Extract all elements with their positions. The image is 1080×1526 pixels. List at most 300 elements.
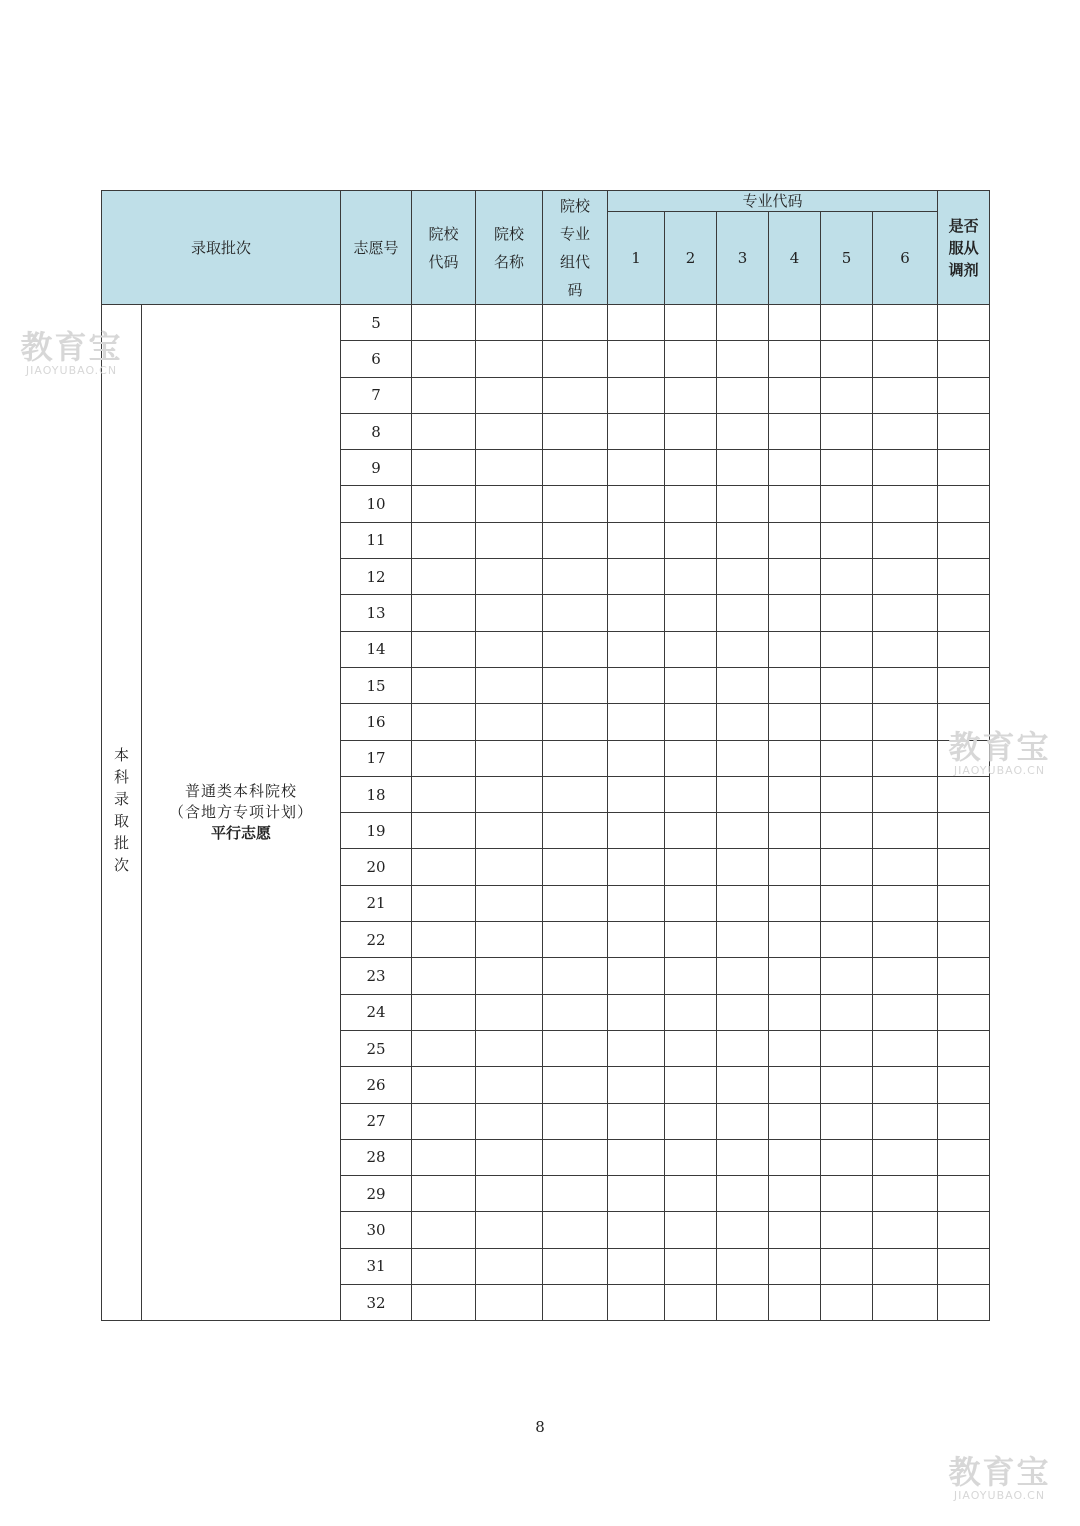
school-code-cell[interactable] bbox=[412, 1139, 476, 1175]
volunteer-form-table bbox=[101, 190, 990, 1321]
group-code-cell[interactable] bbox=[543, 595, 608, 631]
school-name-cell[interactable] bbox=[476, 450, 543, 486]
major-1-cell[interactable] bbox=[608, 631, 665, 667]
major-5-cell[interactable] bbox=[821, 450, 873, 486]
major-4-cell[interactable] bbox=[769, 776, 821, 812]
major-3-cell[interactable] bbox=[717, 704, 769, 740]
major-4-cell[interactable] bbox=[769, 958, 821, 994]
group-code-cell[interactable] bbox=[543, 1030, 608, 1066]
major-6-cell[interactable] bbox=[873, 1248, 938, 1284]
major-4-cell[interactable] bbox=[769, 559, 821, 595]
major-5-cell[interactable] bbox=[821, 885, 873, 921]
major-4-cell[interactable] bbox=[769, 994, 821, 1030]
volunteer-number: 5 bbox=[341, 305, 412, 341]
major-5-cell[interactable] bbox=[821, 958, 873, 994]
header-school-code: 院校 代码 bbox=[412, 191, 476, 305]
major-4-cell[interactable] bbox=[769, 885, 821, 921]
major-3-cell[interactable] bbox=[717, 849, 769, 885]
major-6-cell[interactable] bbox=[873, 1067, 938, 1103]
major-3-cell[interactable] bbox=[717, 958, 769, 994]
adjust-cell[interactable] bbox=[938, 631, 990, 667]
school-code-cell[interactable] bbox=[412, 1285, 476, 1321]
major-5-cell[interactable] bbox=[821, 849, 873, 885]
group-code-cell[interactable] bbox=[543, 450, 608, 486]
major-2-cell[interactable] bbox=[665, 413, 717, 449]
major-6-cell[interactable] bbox=[873, 1103, 938, 1139]
major-2-cell[interactable] bbox=[665, 958, 717, 994]
major-2-cell[interactable] bbox=[665, 1176, 717, 1212]
major-1-cell[interactable] bbox=[608, 667, 665, 703]
major-6-cell[interactable] bbox=[873, 341, 938, 377]
adjust-cell[interactable] bbox=[938, 849, 990, 885]
school-name-cell[interactable] bbox=[476, 849, 543, 885]
school-code-cell[interactable] bbox=[412, 885, 476, 921]
major-2-cell[interactable] bbox=[665, 559, 717, 595]
group-code-cell[interactable] bbox=[543, 486, 608, 522]
major-3-cell[interactable] bbox=[717, 486, 769, 522]
major-6-cell[interactable] bbox=[873, 486, 938, 522]
major-1-cell[interactable] bbox=[608, 377, 665, 413]
adjust-cell[interactable] bbox=[938, 1030, 990, 1066]
major-2-cell[interactable] bbox=[665, 813, 717, 849]
major-6-cell[interactable] bbox=[873, 776, 938, 812]
watermark-logo: 教育宝 JIAOYUBAO.CN bbox=[948, 1453, 1051, 1502]
major-5-cell[interactable] bbox=[821, 1212, 873, 1248]
school-name-cell[interactable] bbox=[476, 958, 543, 994]
major-2-cell[interactable] bbox=[665, 704, 717, 740]
volunteer-number: 16 bbox=[341, 704, 412, 740]
group-code-cell[interactable] bbox=[543, 704, 608, 740]
major-1-cell[interactable] bbox=[608, 450, 665, 486]
school-code-cell[interactable] bbox=[412, 1030, 476, 1066]
major-1-cell[interactable] bbox=[608, 958, 665, 994]
school-code-cell[interactable] bbox=[412, 1103, 476, 1139]
major-3-cell[interactable] bbox=[717, 341, 769, 377]
major-3-cell[interactable] bbox=[717, 1139, 769, 1175]
group-code-cell[interactable] bbox=[543, 413, 608, 449]
major-2-cell[interactable] bbox=[665, 631, 717, 667]
major-3-cell[interactable] bbox=[717, 667, 769, 703]
major-2-cell[interactable] bbox=[665, 595, 717, 631]
major-5-cell[interactable] bbox=[821, 1176, 873, 1212]
major-6-cell[interactable] bbox=[873, 704, 938, 740]
school-code-cell[interactable] bbox=[412, 450, 476, 486]
major-5-cell[interactable] bbox=[821, 667, 873, 703]
major-1-cell[interactable] bbox=[608, 1176, 665, 1212]
school-code-cell[interactable] bbox=[412, 1176, 476, 1212]
group-code-cell[interactable] bbox=[543, 885, 608, 921]
major-1-cell[interactable] bbox=[608, 994, 665, 1030]
major-3-cell[interactable] bbox=[717, 1176, 769, 1212]
major-5-cell[interactable] bbox=[821, 377, 873, 413]
adjust-cell[interactable] bbox=[938, 595, 990, 631]
header-major-5: 5 bbox=[821, 212, 873, 305]
major-3-cell[interactable] bbox=[717, 1030, 769, 1066]
header-group-code: 院校 专业 组代 码 bbox=[543, 191, 608, 305]
major-2-cell[interactable] bbox=[665, 885, 717, 921]
group-code-cell[interactable] bbox=[543, 1212, 608, 1248]
major-5-cell[interactable] bbox=[821, 486, 873, 522]
school-name-cell[interactable] bbox=[476, 922, 543, 958]
major-1-cell[interactable] bbox=[608, 1103, 665, 1139]
school-code-cell[interactable] bbox=[412, 413, 476, 449]
adjust-cell[interactable] bbox=[938, 377, 990, 413]
major-6-cell[interactable] bbox=[873, 1285, 938, 1321]
major-6-cell[interactable] bbox=[873, 1139, 938, 1175]
school-code-cell[interactable] bbox=[412, 486, 476, 522]
major-3-cell[interactable] bbox=[717, 522, 769, 558]
major-1-cell[interactable] bbox=[608, 885, 665, 921]
major-5-cell[interactable] bbox=[821, 813, 873, 849]
major-1-cell[interactable] bbox=[608, 305, 665, 341]
school-name-cell[interactable] bbox=[476, 776, 543, 812]
school-name-cell[interactable] bbox=[476, 1285, 543, 1321]
major-6-cell[interactable] bbox=[873, 1176, 938, 1212]
major-3-cell[interactable] bbox=[717, 813, 769, 849]
school-name-cell[interactable] bbox=[476, 341, 543, 377]
major-5-cell[interactable] bbox=[821, 559, 873, 595]
major-2-cell[interactable] bbox=[665, 1285, 717, 1321]
major-6-cell[interactable] bbox=[873, 450, 938, 486]
major-5-cell[interactable] bbox=[821, 522, 873, 558]
group-code-cell[interactable] bbox=[543, 1103, 608, 1139]
major-2-cell[interactable] bbox=[665, 849, 717, 885]
volunteer-number: 18 bbox=[341, 776, 412, 812]
school-name-cell[interactable] bbox=[476, 1139, 543, 1175]
major-3-cell[interactable] bbox=[717, 1285, 769, 1321]
adjust-cell[interactable] bbox=[938, 341, 990, 377]
group-code-cell[interactable] bbox=[543, 849, 608, 885]
adjust-cell[interactable] bbox=[938, 922, 990, 958]
school-code-cell[interactable] bbox=[412, 813, 476, 849]
adjust-cell[interactable] bbox=[938, 1139, 990, 1175]
page-number: 8 bbox=[535, 1418, 545, 1436]
major-4-cell[interactable] bbox=[769, 595, 821, 631]
major-6-cell[interactable] bbox=[873, 994, 938, 1030]
major-1-cell[interactable] bbox=[608, 922, 665, 958]
major-1-cell[interactable] bbox=[608, 413, 665, 449]
major-6-cell[interactable] bbox=[873, 631, 938, 667]
adjust-cell[interactable] bbox=[938, 994, 990, 1030]
group-code-cell[interactable] bbox=[543, 559, 608, 595]
volunteer-number: 31 bbox=[341, 1248, 412, 1284]
school-name-cell[interactable] bbox=[476, 377, 543, 413]
major-4-cell[interactable] bbox=[769, 522, 821, 558]
school-code-cell[interactable] bbox=[412, 595, 476, 631]
major-4-cell[interactable] bbox=[769, 1067, 821, 1103]
adjust-cell[interactable] bbox=[938, 704, 990, 740]
major-2-cell[interactable] bbox=[665, 1212, 717, 1248]
group-code-cell[interactable] bbox=[543, 922, 608, 958]
major-5-cell[interactable] bbox=[821, 305, 873, 341]
group-code-cell[interactable] bbox=[543, 341, 608, 377]
group-code-cell[interactable] bbox=[543, 305, 608, 341]
major-3-cell[interactable] bbox=[717, 740, 769, 776]
major-5-cell[interactable] bbox=[821, 1067, 873, 1103]
major-1-cell[interactable] bbox=[608, 813, 665, 849]
school-name-cell[interactable] bbox=[476, 885, 543, 921]
major-4-cell[interactable] bbox=[769, 413, 821, 449]
major-3-cell[interactable] bbox=[717, 994, 769, 1030]
major-5-cell[interactable] bbox=[821, 1103, 873, 1139]
major-5-cell[interactable] bbox=[821, 1248, 873, 1284]
major-3-cell[interactable] bbox=[717, 559, 769, 595]
volunteer-number: 6 bbox=[341, 341, 412, 377]
group-code-cell[interactable] bbox=[543, 522, 608, 558]
school-name-cell[interactable] bbox=[476, 667, 543, 703]
major-6-cell[interactable] bbox=[873, 305, 938, 341]
adjust-cell[interactable] bbox=[938, 1248, 990, 1284]
school-code-cell[interactable] bbox=[412, 994, 476, 1030]
school-code-cell[interactable] bbox=[412, 305, 476, 341]
school-name-cell[interactable] bbox=[476, 559, 543, 595]
volunteer-number: 7 bbox=[341, 377, 412, 413]
group-code-cell[interactable] bbox=[543, 377, 608, 413]
school-name-cell[interactable] bbox=[476, 994, 543, 1030]
adjust-cell[interactable] bbox=[938, 486, 990, 522]
major-2-cell[interactable] bbox=[665, 450, 717, 486]
major-3-cell[interactable] bbox=[717, 1248, 769, 1284]
major-6-cell[interactable] bbox=[873, 595, 938, 631]
major-4-cell[interactable] bbox=[769, 305, 821, 341]
group-code-cell[interactable] bbox=[543, 958, 608, 994]
school-name-cell[interactable] bbox=[476, 1248, 543, 1284]
major-4-cell[interactable] bbox=[769, 922, 821, 958]
school-code-cell[interactable] bbox=[412, 1212, 476, 1248]
major-3-cell[interactable] bbox=[717, 631, 769, 667]
school-name-cell[interactable] bbox=[476, 704, 543, 740]
major-2-cell[interactable] bbox=[665, 377, 717, 413]
group-code-cell[interactable] bbox=[543, 1139, 608, 1175]
adjust-cell[interactable] bbox=[938, 885, 990, 921]
major-3-cell[interactable] bbox=[717, 922, 769, 958]
school-name-cell[interactable] bbox=[476, 740, 543, 776]
major-6-cell[interactable] bbox=[873, 922, 938, 958]
group-code-cell[interactable] bbox=[543, 667, 608, 703]
school-code-cell[interactable] bbox=[412, 922, 476, 958]
adjust-cell[interactable] bbox=[938, 1212, 990, 1248]
major-6-cell[interactable] bbox=[873, 813, 938, 849]
major-3-cell[interactable] bbox=[717, 595, 769, 631]
adjust-cell[interactable] bbox=[938, 413, 990, 449]
major-2-cell[interactable] bbox=[665, 1248, 717, 1284]
major-3-cell[interactable] bbox=[717, 413, 769, 449]
group-code-cell[interactable] bbox=[543, 740, 608, 776]
major-1-cell[interactable] bbox=[608, 1248, 665, 1284]
school-name-cell[interactable] bbox=[476, 1030, 543, 1066]
major-1-cell[interactable] bbox=[608, 1212, 665, 1248]
header-major-code: 专业代码 bbox=[608, 191, 938, 212]
major-3-cell[interactable] bbox=[717, 1067, 769, 1103]
major-5-cell[interactable] bbox=[821, 922, 873, 958]
major-3-cell[interactable] bbox=[717, 776, 769, 812]
group-code-cell[interactable] bbox=[543, 813, 608, 849]
group-code-cell[interactable] bbox=[543, 631, 608, 667]
major-5-cell[interactable] bbox=[821, 1139, 873, 1175]
major-6-cell[interactable] bbox=[873, 377, 938, 413]
major-4-cell[interactable] bbox=[769, 1103, 821, 1139]
major-3-cell[interactable] bbox=[717, 885, 769, 921]
major-1-cell[interactable] bbox=[608, 704, 665, 740]
school-code-cell[interactable] bbox=[412, 559, 476, 595]
major-5-cell[interactable] bbox=[821, 595, 873, 631]
major-4-cell[interactable] bbox=[769, 813, 821, 849]
school-code-cell[interactable] bbox=[412, 522, 476, 558]
batch-label: 本科录取批次 bbox=[112, 746, 130, 879]
major-2-cell[interactable] bbox=[665, 776, 717, 812]
major-6-cell[interactable] bbox=[873, 559, 938, 595]
major-1-cell[interactable] bbox=[608, 486, 665, 522]
major-6-cell[interactable] bbox=[873, 1212, 938, 1248]
adjust-cell[interactable] bbox=[938, 667, 990, 703]
school-code-cell[interactable] bbox=[412, 704, 476, 740]
major-4-cell[interactable] bbox=[769, 377, 821, 413]
volunteer-number: 27 bbox=[341, 1103, 412, 1139]
major-6-cell[interactable] bbox=[873, 849, 938, 885]
adjust-cell[interactable] bbox=[938, 958, 990, 994]
school-name-cell[interactable] bbox=[476, 1103, 543, 1139]
major-4-cell[interactable] bbox=[769, 631, 821, 667]
volunteer-number: 26 bbox=[341, 1067, 412, 1103]
major-5-cell[interactable] bbox=[821, 776, 873, 812]
major-4-cell[interactable] bbox=[769, 1285, 821, 1321]
school-name-cell[interactable] bbox=[476, 1176, 543, 1212]
major-3-cell[interactable] bbox=[717, 305, 769, 341]
school-name-cell[interactable] bbox=[476, 1067, 543, 1103]
group-code-cell[interactable] bbox=[543, 1285, 608, 1321]
major-1-cell[interactable] bbox=[608, 1285, 665, 1321]
major-1-cell[interactable] bbox=[608, 522, 665, 558]
school-code-cell[interactable] bbox=[412, 341, 476, 377]
major-6-cell[interactable] bbox=[873, 958, 938, 994]
major-1-cell[interactable] bbox=[608, 1030, 665, 1066]
school-code-cell[interactable] bbox=[412, 958, 476, 994]
school-code-cell[interactable] bbox=[412, 631, 476, 667]
school-name-cell[interactable] bbox=[476, 522, 543, 558]
major-4-cell[interactable] bbox=[769, 1030, 821, 1066]
major-2-cell[interactable] bbox=[665, 667, 717, 703]
major-4-cell[interactable] bbox=[769, 1176, 821, 1212]
adjust-cell[interactable] bbox=[938, 1067, 990, 1103]
major-1-cell[interactable] bbox=[608, 1067, 665, 1103]
major-4-cell[interactable] bbox=[769, 341, 821, 377]
major-4-cell[interactable] bbox=[769, 450, 821, 486]
adjust-cell[interactable] bbox=[938, 305, 990, 341]
adjust-cell[interactable] bbox=[938, 813, 990, 849]
major-1-cell[interactable] bbox=[608, 595, 665, 631]
major-3-cell[interactable] bbox=[717, 377, 769, 413]
major-6-cell[interactable] bbox=[873, 413, 938, 449]
major-4-cell[interactable] bbox=[769, 849, 821, 885]
major-2-cell[interactable] bbox=[665, 1067, 717, 1103]
group-code-cell[interactable] bbox=[543, 994, 608, 1030]
major-1-cell[interactable] bbox=[608, 740, 665, 776]
major-2-cell[interactable] bbox=[665, 341, 717, 377]
major-5-cell[interactable] bbox=[821, 1285, 873, 1321]
major-3-cell[interactable] bbox=[717, 1103, 769, 1139]
major-6-cell[interactable] bbox=[873, 522, 938, 558]
major-2-cell[interactable] bbox=[665, 922, 717, 958]
major-2-cell[interactable] bbox=[665, 522, 717, 558]
group-code-cell[interactable] bbox=[543, 776, 608, 812]
school-name-cell[interactable] bbox=[476, 1212, 543, 1248]
major-1-cell[interactable] bbox=[608, 1139, 665, 1175]
major-5-cell[interactable] bbox=[821, 631, 873, 667]
school-code-cell[interactable] bbox=[412, 849, 476, 885]
major-3-cell[interactable] bbox=[717, 1212, 769, 1248]
major-5-cell[interactable] bbox=[821, 1030, 873, 1066]
major-5-cell[interactable] bbox=[821, 740, 873, 776]
school-name-cell[interactable] bbox=[476, 813, 543, 849]
school-code-cell[interactable] bbox=[412, 740, 476, 776]
major-6-cell[interactable] bbox=[873, 1030, 938, 1066]
adjust-cell[interactable] bbox=[938, 740, 990, 776]
major-2-cell[interactable] bbox=[665, 1139, 717, 1175]
major-4-cell[interactable] bbox=[769, 1139, 821, 1175]
group-code-cell[interactable] bbox=[543, 1067, 608, 1103]
major-2-cell[interactable] bbox=[665, 305, 717, 341]
major-5-cell[interactable] bbox=[821, 994, 873, 1030]
school-name-cell[interactable] bbox=[476, 631, 543, 667]
group-code-cell[interactable] bbox=[543, 1176, 608, 1212]
school-code-cell[interactable] bbox=[412, 1248, 476, 1284]
major-5-cell[interactable] bbox=[821, 413, 873, 449]
major-4-cell[interactable] bbox=[769, 1248, 821, 1284]
major-4-cell[interactable] bbox=[769, 667, 821, 703]
school-name-cell[interactable] bbox=[476, 305, 543, 341]
school-code-cell[interactable] bbox=[412, 776, 476, 812]
adjust-cell[interactable] bbox=[938, 559, 990, 595]
group-code-cell[interactable] bbox=[543, 1248, 608, 1284]
major-6-cell[interactable] bbox=[873, 667, 938, 703]
school-name-cell[interactable] bbox=[476, 595, 543, 631]
major-4-cell[interactable] bbox=[769, 1212, 821, 1248]
school-code-cell[interactable] bbox=[412, 377, 476, 413]
major-1-cell[interactable] bbox=[608, 559, 665, 595]
major-2-cell[interactable] bbox=[665, 740, 717, 776]
major-4-cell[interactable] bbox=[769, 486, 821, 522]
adjust-cell[interactable] bbox=[938, 1176, 990, 1212]
major-5-cell[interactable] bbox=[821, 341, 873, 377]
category-line1: 普通类本科院校 bbox=[185, 782, 298, 801]
major-1-cell[interactable] bbox=[608, 776, 665, 812]
major-4-cell[interactable] bbox=[769, 704, 821, 740]
major-1-cell[interactable] bbox=[608, 849, 665, 885]
major-6-cell[interactable] bbox=[873, 885, 938, 921]
adjust-cell[interactable] bbox=[938, 1103, 990, 1139]
major-2-cell[interactable] bbox=[665, 1030, 717, 1066]
major-2-cell[interactable] bbox=[665, 486, 717, 522]
volunteer-number: 19 bbox=[341, 813, 412, 849]
school-name-cell[interactable] bbox=[476, 413, 543, 449]
adjust-cell[interactable] bbox=[938, 450, 990, 486]
school-code-cell[interactable] bbox=[412, 667, 476, 703]
major-2-cell[interactable] bbox=[665, 1103, 717, 1139]
major-2-cell[interactable] bbox=[665, 994, 717, 1030]
school-name-cell[interactable] bbox=[476, 486, 543, 522]
major-6-cell[interactable] bbox=[873, 740, 938, 776]
adjust-cell[interactable] bbox=[938, 1285, 990, 1321]
major-5-cell[interactable] bbox=[821, 704, 873, 740]
school-code-cell[interactable] bbox=[412, 1067, 476, 1103]
adjust-cell[interactable] bbox=[938, 522, 990, 558]
adjust-cell[interactable] bbox=[938, 776, 990, 812]
major-4-cell[interactable] bbox=[769, 740, 821, 776]
major-1-cell[interactable] bbox=[608, 341, 665, 377]
major-3-cell[interactable] bbox=[717, 450, 769, 486]
volunteer-number: 20 bbox=[341, 849, 412, 885]
header-major-3: 3 bbox=[717, 212, 769, 305]
